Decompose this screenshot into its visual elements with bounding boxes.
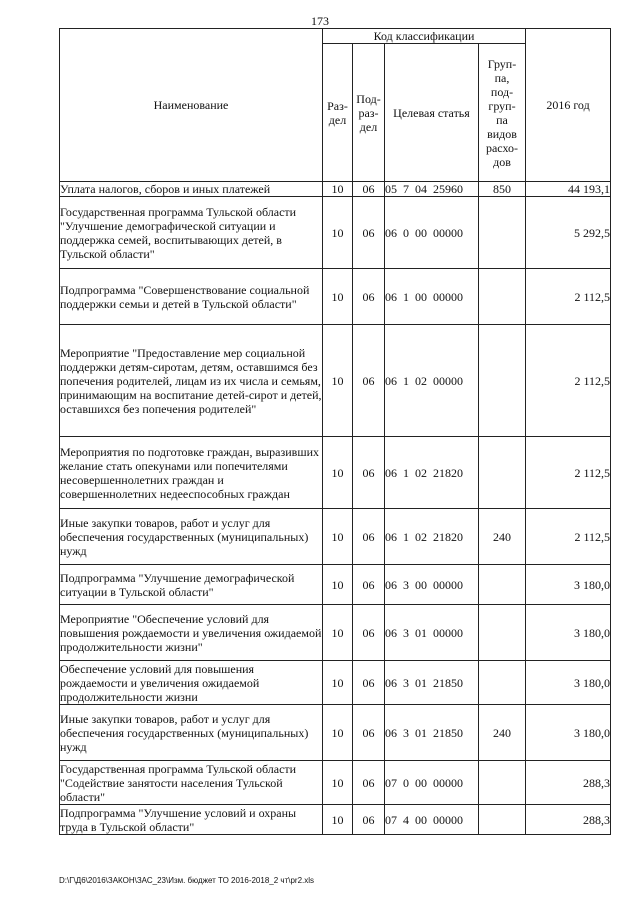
row-subsection: 06 [353,437,385,509]
row-expense-group [479,437,526,509]
row-expense-group [479,805,526,835]
row-section: 10 [323,197,353,269]
table-header [60,29,611,182]
row-expense-group [479,661,526,705]
header-code: Код классификации [323,29,526,44]
table-body [60,182,611,835]
row-subsection: 06 [353,197,385,269]
row-expense-group: 240 [479,509,526,565]
row-target-article: 06 1 02 21820 [385,437,479,509]
table-row [60,437,611,509]
row-target-article: 06 3 01 21850 [385,705,479,761]
row-section: 10 [323,509,353,565]
row-section: 10 [323,605,353,661]
table-row [60,805,611,835]
row-amount: 3 180,0 [526,705,611,761]
row-expense-group [479,761,526,805]
row-amount: 3 180,0 [526,565,611,605]
row-section: 10 [323,325,353,437]
row-name: Иные закупки товаров, работ и услуг для обеспечения государственных (муниципальных) нужд [60,705,323,761]
budget-table [59,28,611,835]
header-group: Груп- па, под- груп- па видов расхо- дов [479,44,526,182]
row-section: 10 [323,761,353,805]
row-target-article: 06 1 02 00000 [385,325,479,437]
table-row [60,197,611,269]
row-subsection: 06 [353,705,385,761]
row-amount: 2 112,5 [526,437,611,509]
row-name: Подпрограмма "Улучшение демографической ситуации в Тульской области" [60,565,323,605]
header-section: Раз- дел [323,44,353,182]
row-amount: 44 193,1 [526,182,611,197]
row-name: Государственная программа Тульской области "Улучшение демографической ситуации и поддержка семей, воспитывающих детей, в Тульской области" [60,197,323,269]
table-row [60,705,611,761]
row-name: Государственная программа Тульской области "Содействие занятости населения Тульской области" [60,761,323,805]
row-section: 10 [323,437,353,509]
row-target-article: 06 1 00 00000 [385,269,479,325]
row-target-article: 07 0 00 00000 [385,761,479,805]
row-target-article: 06 3 01 00000 [385,605,479,661]
table-row [60,182,611,197]
row-section: 10 [323,269,353,325]
row-name: Иные закупки товаров, работ и услуг для обеспечения государственных (муниципальных) нужд [60,509,323,565]
row-target-article: 06 1 02 21820 [385,509,479,565]
row-target-article: 05 7 04 25960 [385,182,479,197]
row-expense-group [479,197,526,269]
row-target-article: 06 3 01 21850 [385,661,479,705]
row-name: Мероприятия по подготовке граждан, выразивших желание стать опекунами или попечителями несовершеннолетних граждан и совершеннолетних недееспособных граждан [60,437,323,509]
row-name: Мероприятие "Обеспечение условий для повышения рождаемости и увеличения ожидаемой продолжительности жизни" [60,605,323,661]
header-name: Наименование [60,29,323,182]
row-amount: 288,3 [526,761,611,805]
row-expense-group [479,325,526,437]
row-subsection: 06 [353,805,385,835]
row-subsection: 06 [353,761,385,805]
row-subsection: 06 [353,605,385,661]
row-expense-group [479,269,526,325]
row-section: 10 [323,565,353,605]
row-name: Подпрограмма "Совершенствование социальной поддержки семьи и детей в Тульской области" [60,269,323,325]
table-row [60,661,611,705]
row-amount: 3 180,0 [526,661,611,705]
row-section: 10 [323,705,353,761]
row-target-article: 06 0 00 00000 [385,197,479,269]
row-subsection: 06 [353,661,385,705]
row-amount: 288,3 [526,805,611,835]
row-amount: 2 112,5 [526,509,611,565]
row-expense-group [479,605,526,661]
table-row [60,605,611,661]
row-expense-group: 850 [479,182,526,197]
row-amount: 2 112,5 [526,269,611,325]
row-section: 10 [323,805,353,835]
table-row [60,565,611,605]
row-subsection: 06 [353,269,385,325]
row-target-article: 07 4 00 00000 [385,805,479,835]
row-name: Мероприятие "Предоставление мер социальной поддержки детям-сиротам, детям, оставшимся без попечения родителей, лицам из их числа и семьям, принимающим на воспитание детей-сирот и детей, оставшихся без попечения родителей" [60,325,323,437]
header-target: Целевая статья [385,44,479,182]
page-number: 173 [311,14,329,28]
row-subsection: 06 [353,565,385,605]
row-section: 10 [323,182,353,197]
row-amount: 3 180,0 [526,605,611,661]
footer-file-path: D:\Г\Д6\2016\ЗАКОН\ЗАС_23\Изм. бюджет ТО 2016-2018_2 чт\pr2.xls [59,876,315,885]
header-subsection: Под- раз- дел [353,44,385,182]
row-amount: 5 292,5 [526,197,611,269]
row-name: Уплата налогов, сборов и иных платежей [60,182,323,197]
header-year: 2016 год [526,29,611,182]
table-row [60,509,611,565]
table-row [60,269,611,325]
row-subsection: 06 [353,509,385,565]
row-amount: 2 112,5 [526,325,611,437]
row-section: 10 [323,661,353,705]
row-name: Подпрограмма "Улучшение условий и охраны труда в Тульской области" [60,805,323,835]
row-subsection: 06 [353,325,385,437]
row-expense-group: 240 [479,705,526,761]
row-expense-group [479,565,526,605]
row-name: Обеспечение условий для повышения рождаемости и увеличения ожидаемой продолжительности жизни [60,661,323,705]
row-target-article: 06 3 00 00000 [385,565,479,605]
row-subsection: 06 [353,182,385,197]
table-row [60,325,611,437]
table-row [60,761,611,805]
